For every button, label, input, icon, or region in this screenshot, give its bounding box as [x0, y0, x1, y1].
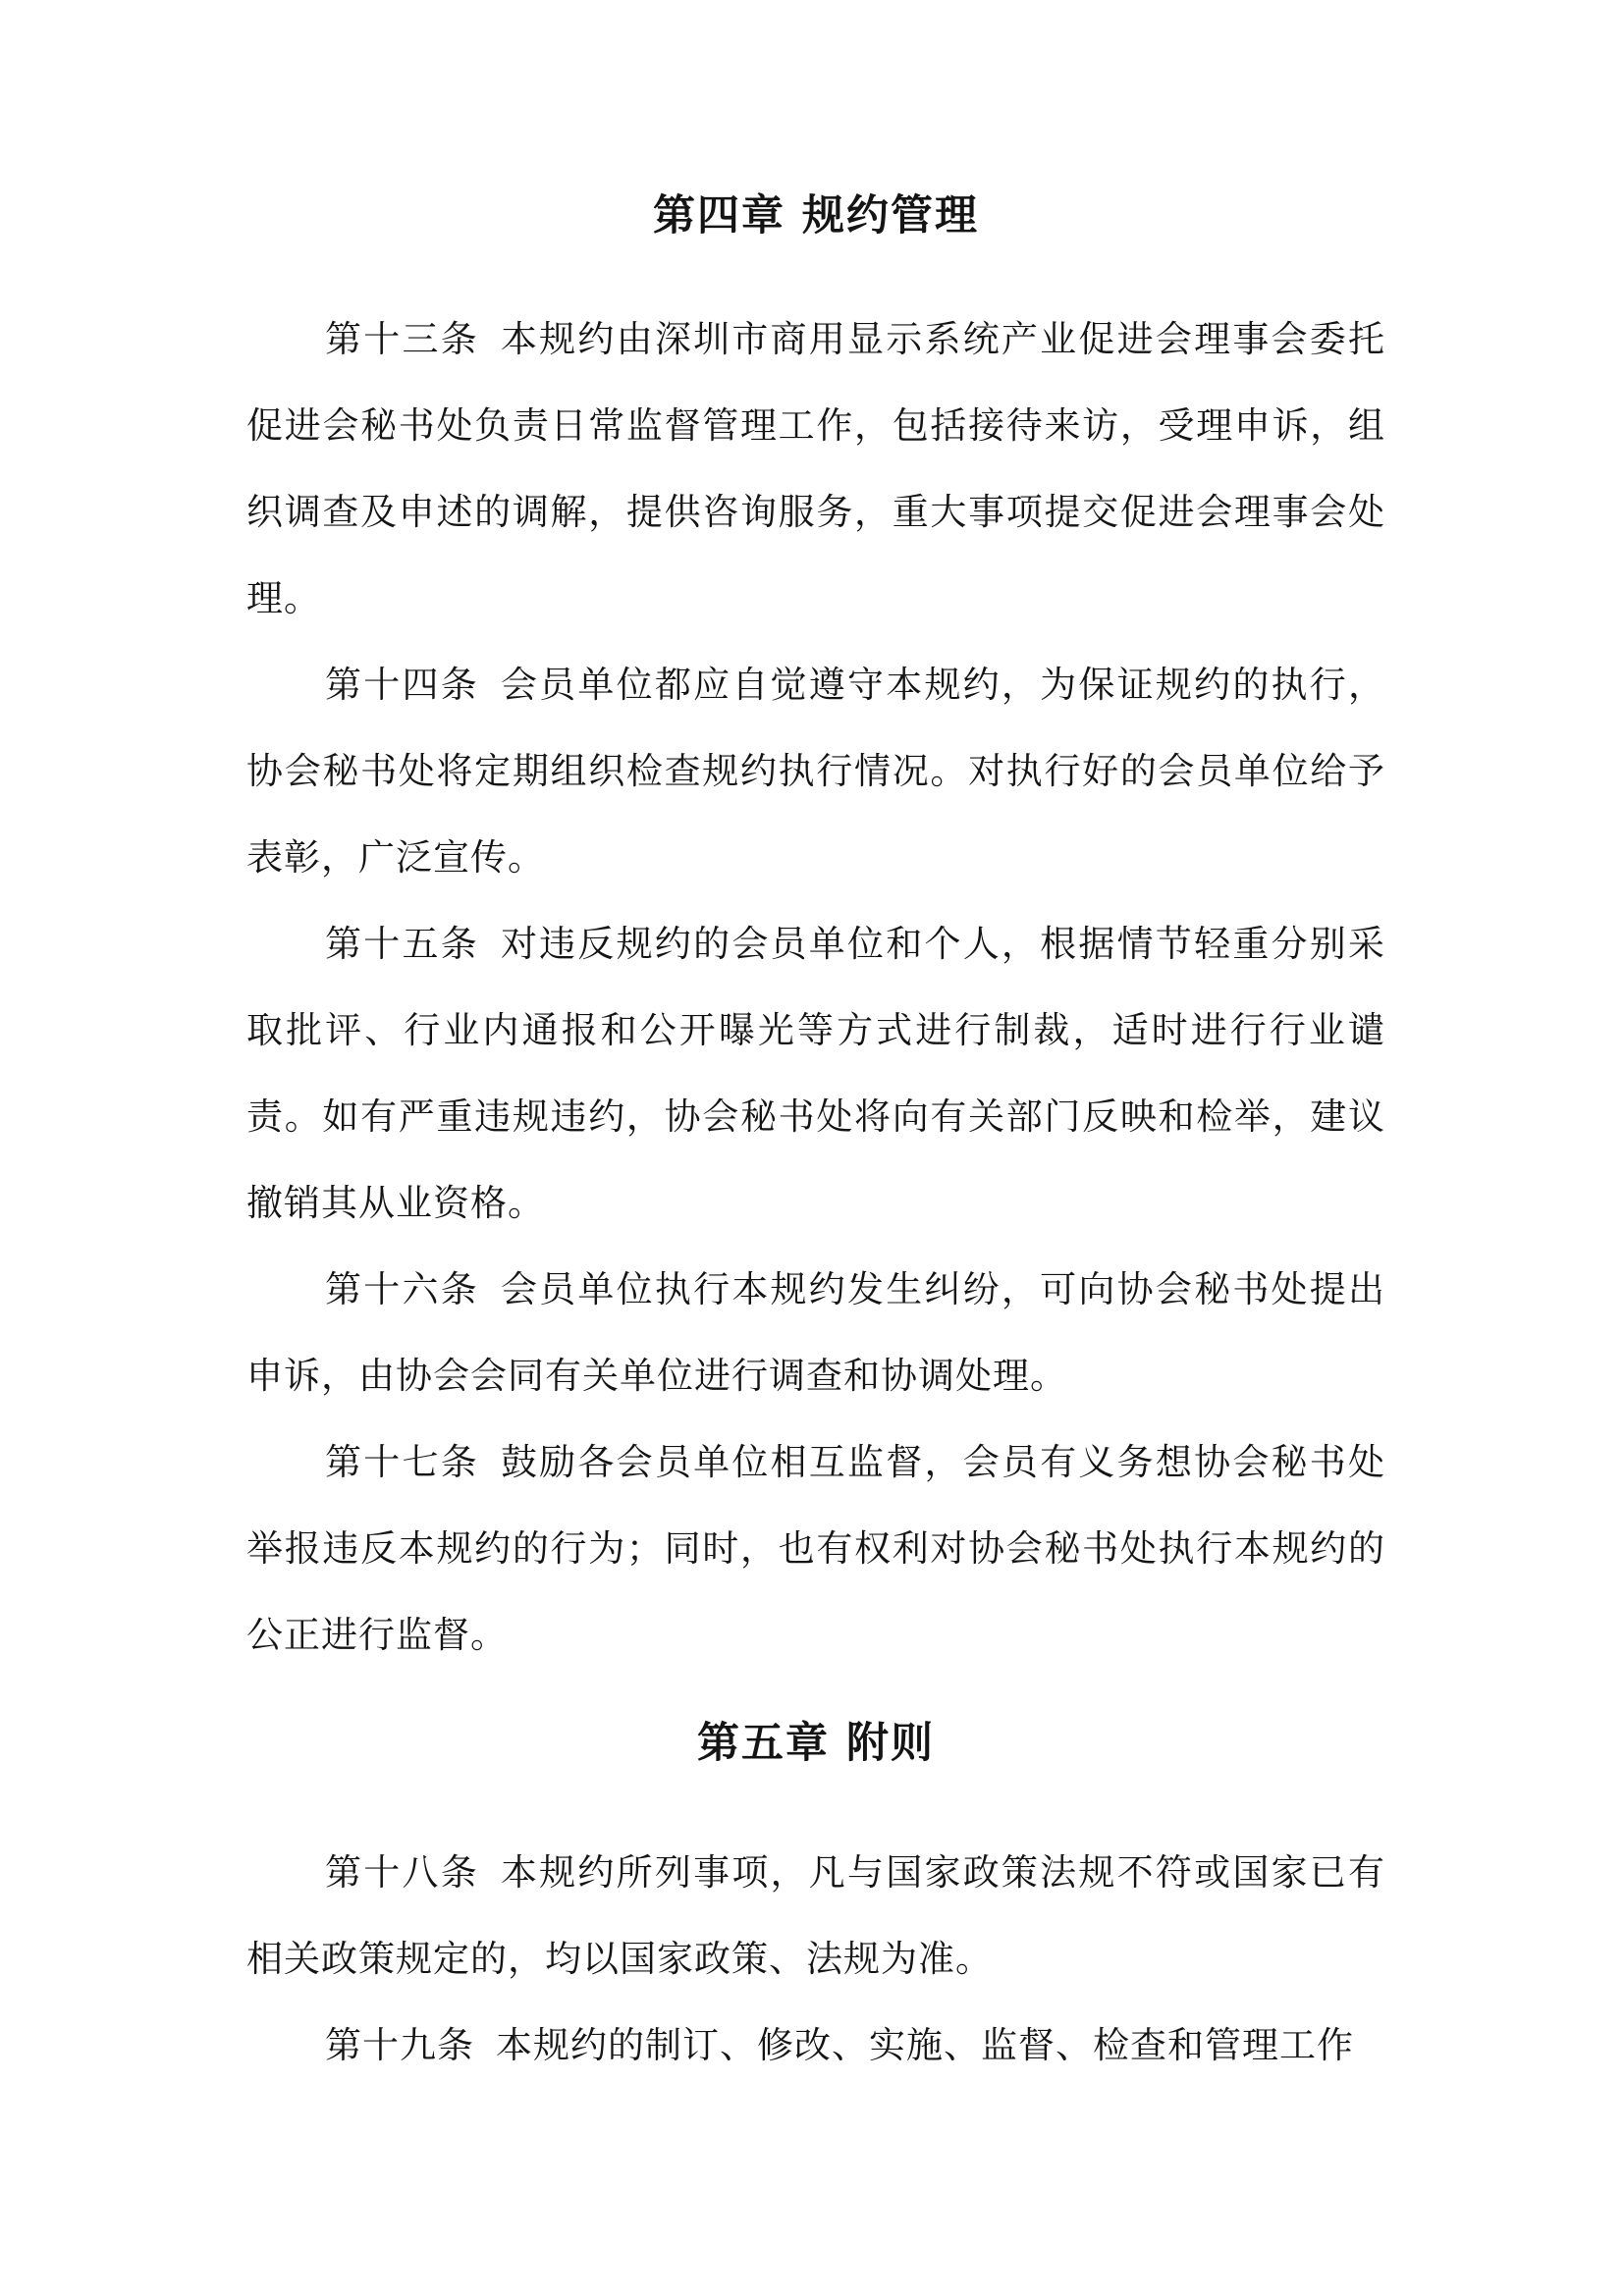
article-16: [246, 1247, 1385, 1419]
article-18: [246, 1830, 1385, 2002]
article-14: [246, 642, 1385, 901]
article-text: 本规约所列事项，凡与国家政策法规不符或国家已有相关政策规定的，均以国家政策、法规为准。: [246, 1851, 1386, 1980]
article-17: [246, 1419, 1385, 1679]
chapter-4-title: 第四章 规约管理: [653, 191, 979, 240]
article-19: [246, 2002, 1385, 2089]
article-number: 第十六条: [325, 1268, 479, 1310]
article-text: 本规约由深圳市商用显示系统产业促进会理事会委托促进会秘书处负责日常监督管理工作，包括接待来访，受理申诉，组织调查及申述的调解，提供咨询服务，重大事项提交促进会理事会处理。: [246, 318, 1386, 619]
article-number: 第十八条: [325, 1851, 479, 1894]
article-text: 鼓励各会员单位相互监督，会员有义务想协会秘书处举报违反本规约的行为；同时，也有权利对协会秘书处执行本规约的公正进行监督。: [246, 1441, 1386, 1656]
document-page: [246, 187, 1385, 2089]
article-number: 第十三条: [325, 318, 479, 360]
article-13: [246, 296, 1385, 642]
chapter-5-title: 第五章 附则: [697, 1719, 935, 1768]
article-number: 第十五条: [325, 923, 479, 965]
article-number: 第十九条: [325, 2024, 474, 2066]
article-text: 对违反规约的会员单位和个人，根据情节轻重分别采取批评、行业内通报和公开曝光等方式进行制裁，适时进行行业谴责。如有严重违规违约，协会秘书处将向有关部门反映和检举，建议撤销其从业资格。: [246, 923, 1386, 1224]
article-number: 第十四条: [325, 664, 479, 706]
article-15: [246, 901, 1385, 1247]
article-number: 第十七条: [325, 1441, 479, 1483]
article-text: 会员单位都应自觉遵守本规约，为保证规约的执行，协会秘书处将定期组织检查规约执行情况。对执行好的会员单位给予表彰，广泛宣传。: [246, 664, 1386, 879]
article-text: 本规约的制订、修改、实施、监督、检查和管理工作: [496, 2024, 1354, 2066]
article-text: 会员单位执行本规约发生纠纷，可向协会秘书处提出申诉，由协会会同有关单位进行调查和协调处理。: [246, 1268, 1386, 1397]
